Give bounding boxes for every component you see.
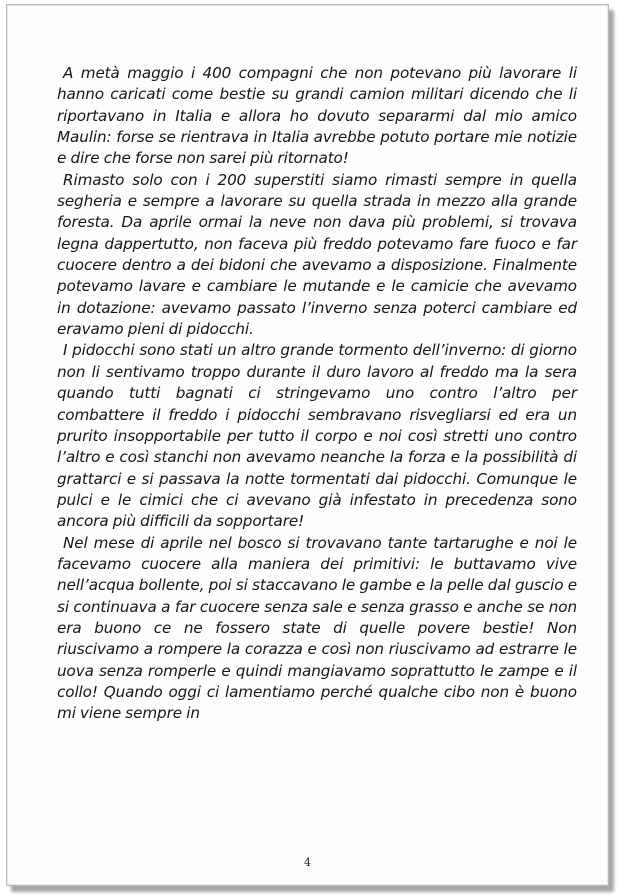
paragraph-4: Nel mese di aprile nel bosco si trovavano tante tartarughe e noi le facevamo cuocere alla maniera dei primitivi: le buttavamo vive nell’acqua bollente, poi si staccavano le gambe e la pelle dal guscio e si continuava a far cuocere senza sale e senza grasso e anche se non era buono ce ne fossero state di quelle povere bestie! Non riuscivamo a rompere la corazza e così non riuscivamo ad estrarre le uova senza romperle e quindi mangiavamo soprattutto le zampe e il collo! Quando oggi ci lamentiamo perché qualche cibo non è buono mi viene sempre in	[57, 533, 577, 723]
paragraph-3: I pidocchi sono stati un altro grande tormento dell’inverno: di giorno non li sentivamo troppo durante il duro lavoro al freddo ma la sera quando tutti bagnati ci stringevamo uno contro l’altro per combattere il freddo i pidocchi sembravano risvegliarsi ed era un prurito insopportabile per tutto il corpo e noi così stretti uno contro l’altro e così stanchi non avevamo neanche la forza e la possibilità di grattarci e si passava la notte tormentati dai pidocchi. Comunque le pulci e le cimici che ci avevano già infestato in precedenza sono ancora più difficili da sopportare!	[57, 341, 577, 531]
page-number: 4	[304, 856, 311, 869]
paragraph-2: Rimasto solo con i 200 superstiti siamo rimasti sempre in quella segheria e sempre a lavorare su quella strada in mezzo alla grande foresta. Da aprile ormai la neve non dava più problemi, si trovava legna dappertutto, non faceva più freddo potevamo fare fuoco e far cuocere dentro a dei bidoni che avevamo a disposizione. Finalmente potevamo lavare e cambiare le mutande e le camicie che avevamo in dotazione: avevamo passato l’inverno senza poterci cambiare ed eravamo pieni di pidocchi.	[57, 170, 577, 339]
scanned-page	[6, 4, 609, 886]
body-text	[57, 63, 577, 725]
paragraph-1: A metà maggio i 400 compagni che non potevano più lavorare li hanno caricati come bestie su grandi camion militari dicendo che li riportavano in Italia e allora ho dovuto separarmi dal mio amico Maulin: forse se rientrava in Italia avrebbe potuto portare mie notizie e dire che forse non sarei più ritornato!	[57, 64, 577, 168]
